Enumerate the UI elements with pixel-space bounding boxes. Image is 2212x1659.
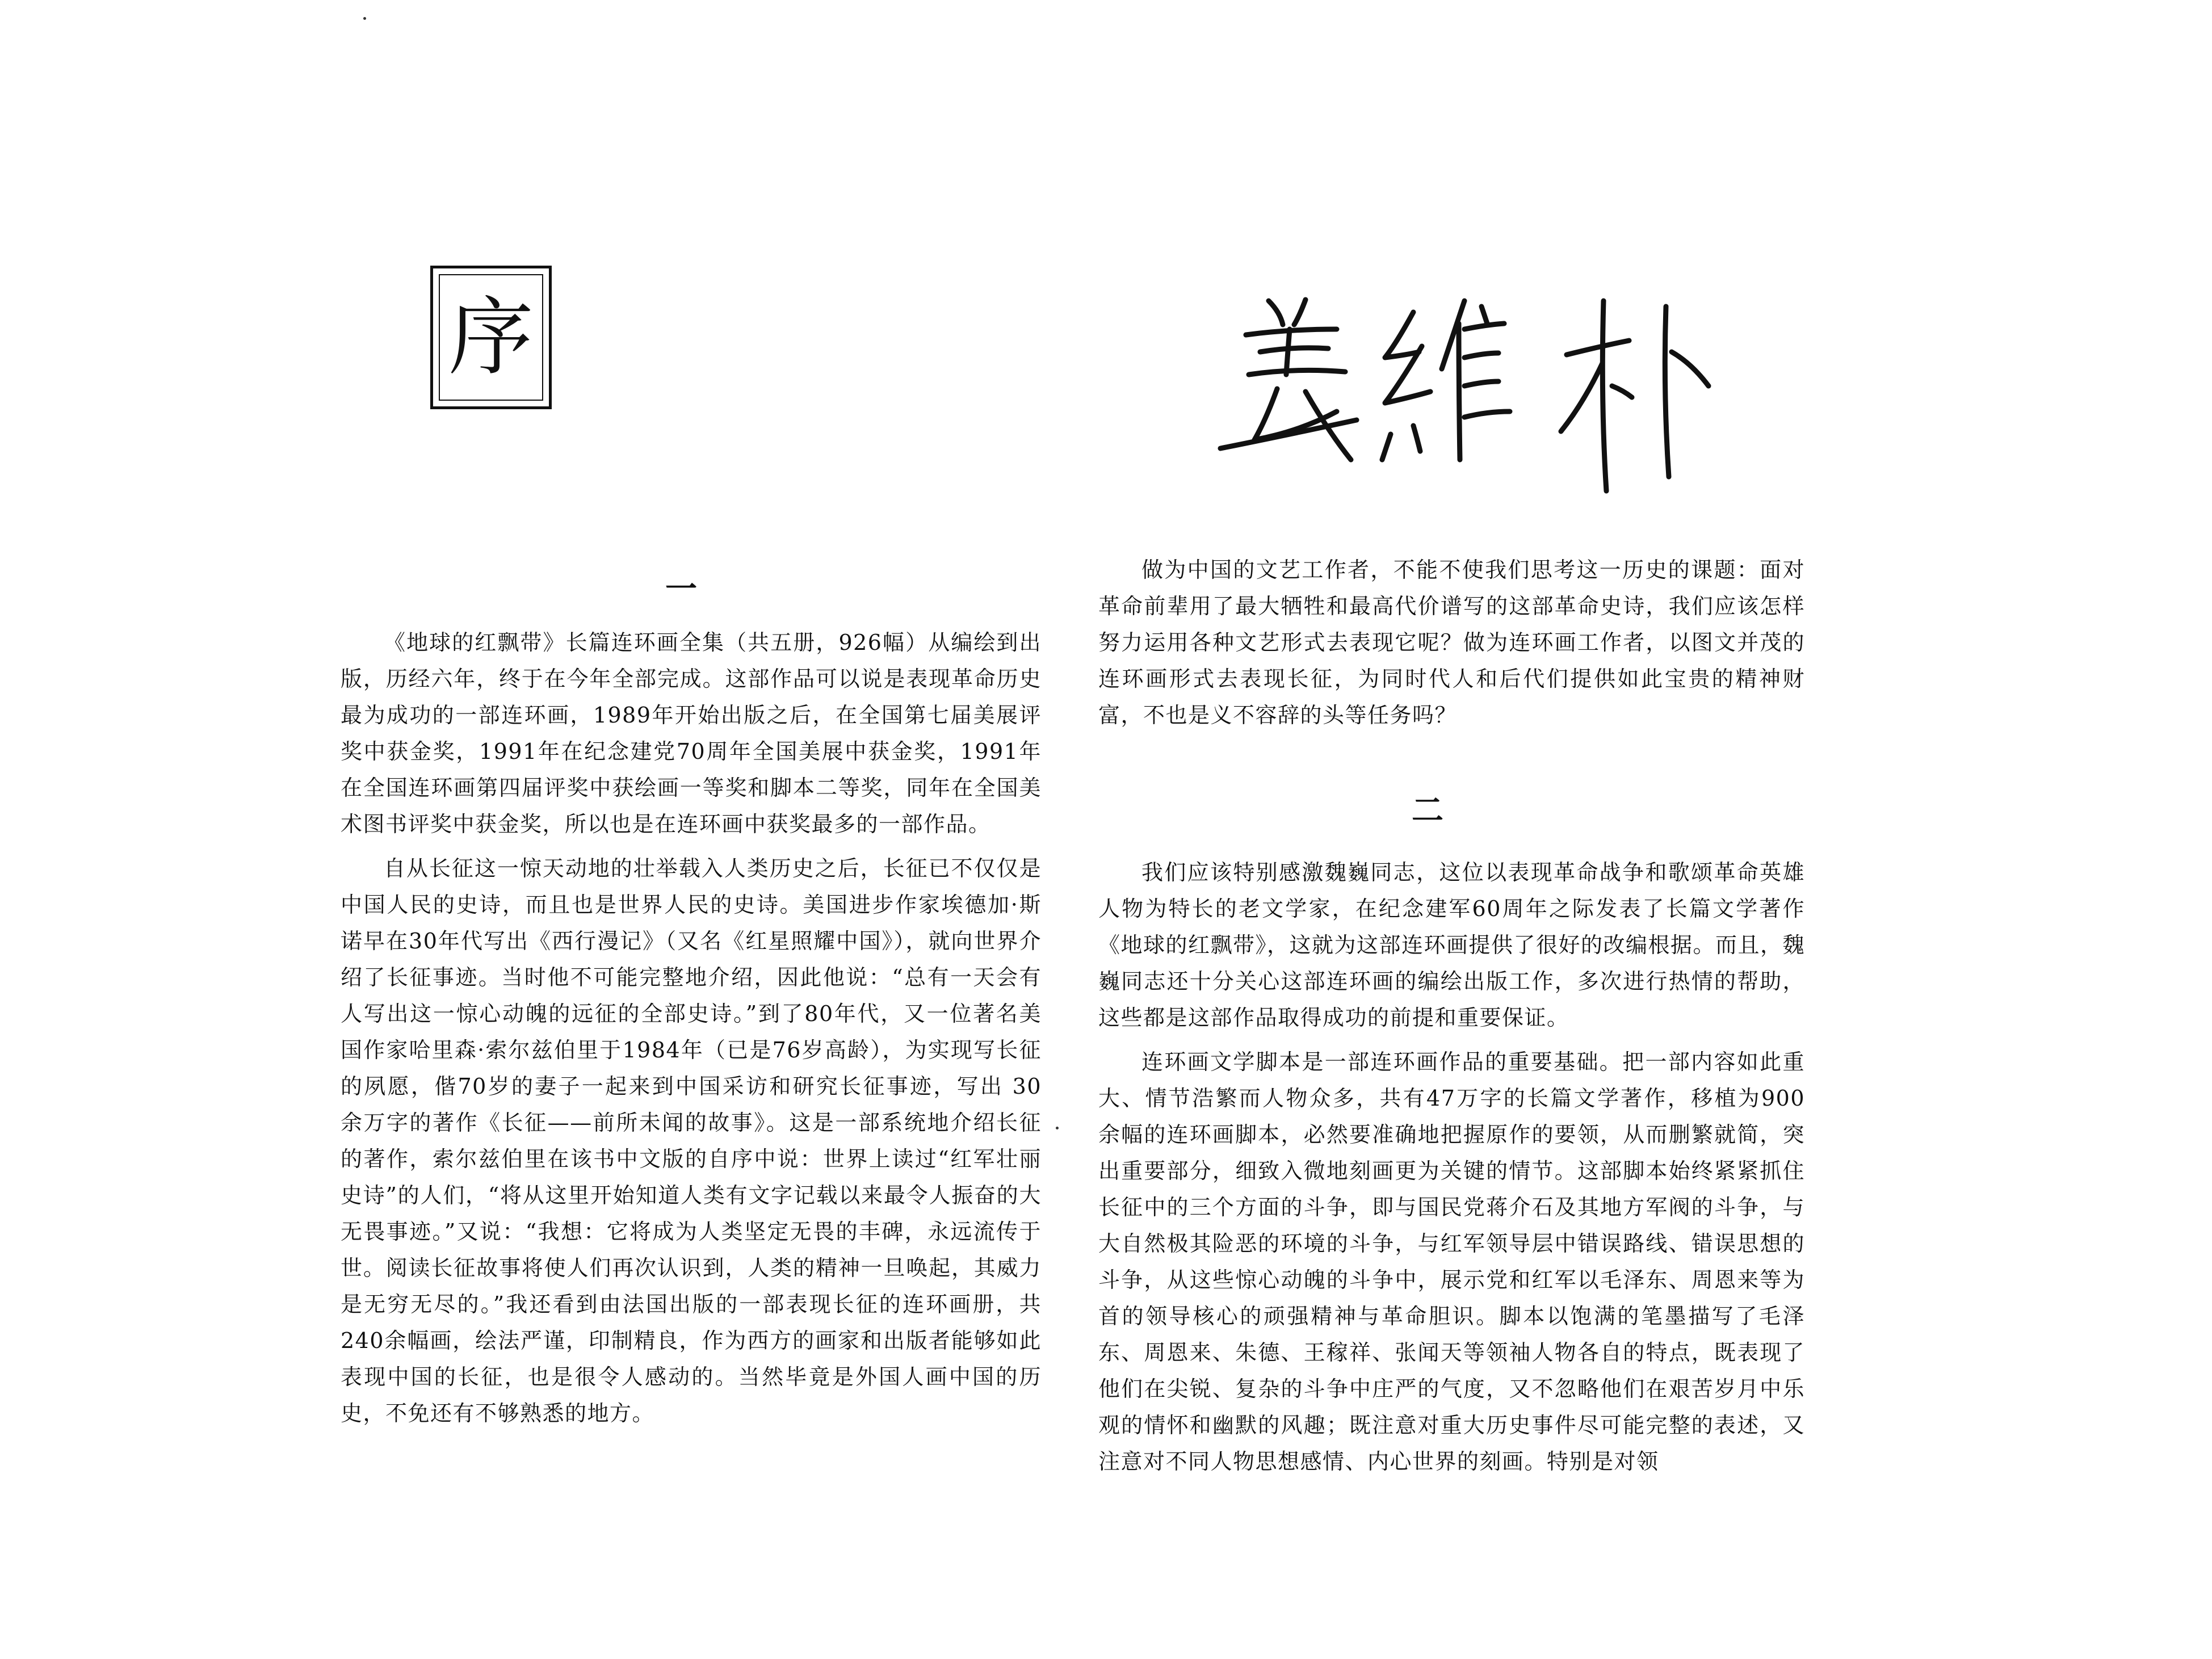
right-column-top (1098, 552, 1805, 741)
right-column-bottom (1098, 854, 1805, 1488)
paragraph: 自从长征这一惊天动地的壮举载入人类历史之后，长征已不仅仅是中国人民的史诗，而且也是世界人民的史诗。美国进步作家埃德加·斯诺早在30年代写出《西行漫记》（又名《红星照耀中国》），就向世界介绍了长征事迹。当时他不可能完整地介绍，因此他说：“总有一天会有人写出这一惊心动魄的远征的全部史诗。”到了80年代，又一位著名美国作家哈里森·索尔兹伯里于1984年（已是76岁高龄），为实现写长征的夙愿，偕70岁的妻子一起来到中国采访和研究长征事迹，写出 30 余万字的著作《长征——前所未闻的故事》。这是一部系统地介绍长征的著作，索尔兹伯里在该书中文版的自序中说：世界上读过“红军壮丽史诗”的人们，“将从这里开始知道人类有文字记载以来最令人振奋的大无畏事迹。”又说：“我想：它将成为人类坚定无畏的丰碑，永远流传于世。阅读长征故事将使人们再次认识到，人类的精神一旦唤起，其威力是无穷无尽的。”我还看到由法国出版的一部表现长征的连环画册，共240余幅画，绘法严谨，印制精良，作为西方的画家和出版者能够如此表现中国的长征，也是很令人感动的。当然毕竟是外国人画中国的历史，不免还有不够熟悉的地方。 (341, 856, 1042, 1426)
paragraph: 做为中国的文艺工作者，不能不使我们思考这一历史的课题：面对革命前辈用了最大牺牲和最高代价谱写的这部革命史诗，我们应该怎样努力运用各种文艺形式去表现它呢？做为连环画工作者，以图文并茂的连环画形式去表现长征，为同时代人和后代们提供如此宝贵的精神财富，不也是义不容辞的头等任务吗？ (1098, 557, 1805, 728)
scan-speck (1056, 1127, 1059, 1129)
author-signature (1215, 289, 1726, 499)
section-heading-1: 一 (665, 570, 697, 608)
scan-speck (363, 17, 366, 20)
left-column (341, 624, 1042, 1439)
section-heading-2: 二 (1412, 792, 1443, 829)
page-title: 序 (448, 288, 534, 387)
paragraph: 连环画文学脚本是一部连环画作品的重要基础。把一部内容如此重大、情节浩繁而人物众多，共有47万字的长篇文学著作，移植为900 余幅的连环画脚本，必然要准确地把握原作的要领，从而删繁就简，突出重要部分，细致入微地刻画更为关键的情节。这部脚本始终紧紧抓住长征中的三个方面的斗争，即与国民党蒋介石及其地方军阀的斗争，与大自然极其险恶的环境的斗争，与红军领导层中错误路线、错误思想的斗争，从这些惊心动魄的斗争中，展示党和红军以毛泽东、周恩来等为首的领导核心的顽强精神与革命胆识。脚本以饱满的笔墨描写了毛泽东、周恩来、朱德、王稼祥、张闻天等领袖人物各自的特点，既表现了他们在尖锐、复杂的斗争中庄严的气度，又不忽略他们在艰苦岁月中乐观的情怀和幽默的风趣；既注意对重大历史事件尽可能完整的表述，又注意对不同人物思想感情、内心世界的刻画。特别是对领 (1098, 1049, 1805, 1474)
paragraph: 我们应该特别感激魏巍同志，这位以表现革命战争和歌颂革命英雄人物为特长的老文学家，在纪念建军60周年之际发表了长篇文学著作《地球的红飘带》，这就为这部连环画提供了很好的改编根据。而且，魏巍同志还十分关心这部连环画的编绘出版工作，多次进行热情的帮助，这些都是这部作品取得成功的前提和重要保证。 (1098, 860, 1806, 1030)
paragraph: 《地球的红飘带》长篇连环画全集（共五册，926幅）从编绘到出版，历经六年，终于在今年全部完成。这部作品可以说是表现革命历史最为成功的一部连环画，1989年开始出版之后，在全国第七届美展评奖中获金奖，1991年在纪念建党70周年全国美展中获金奖，1991年在全国连环画第四届评奖中获绘画一等奖和脚本二等奖，同年在全国美术图书评奖中获金奖，所以也是在连环画中获奖最多的一部作品。 (341, 630, 1042, 837)
title-box (430, 266, 552, 409)
